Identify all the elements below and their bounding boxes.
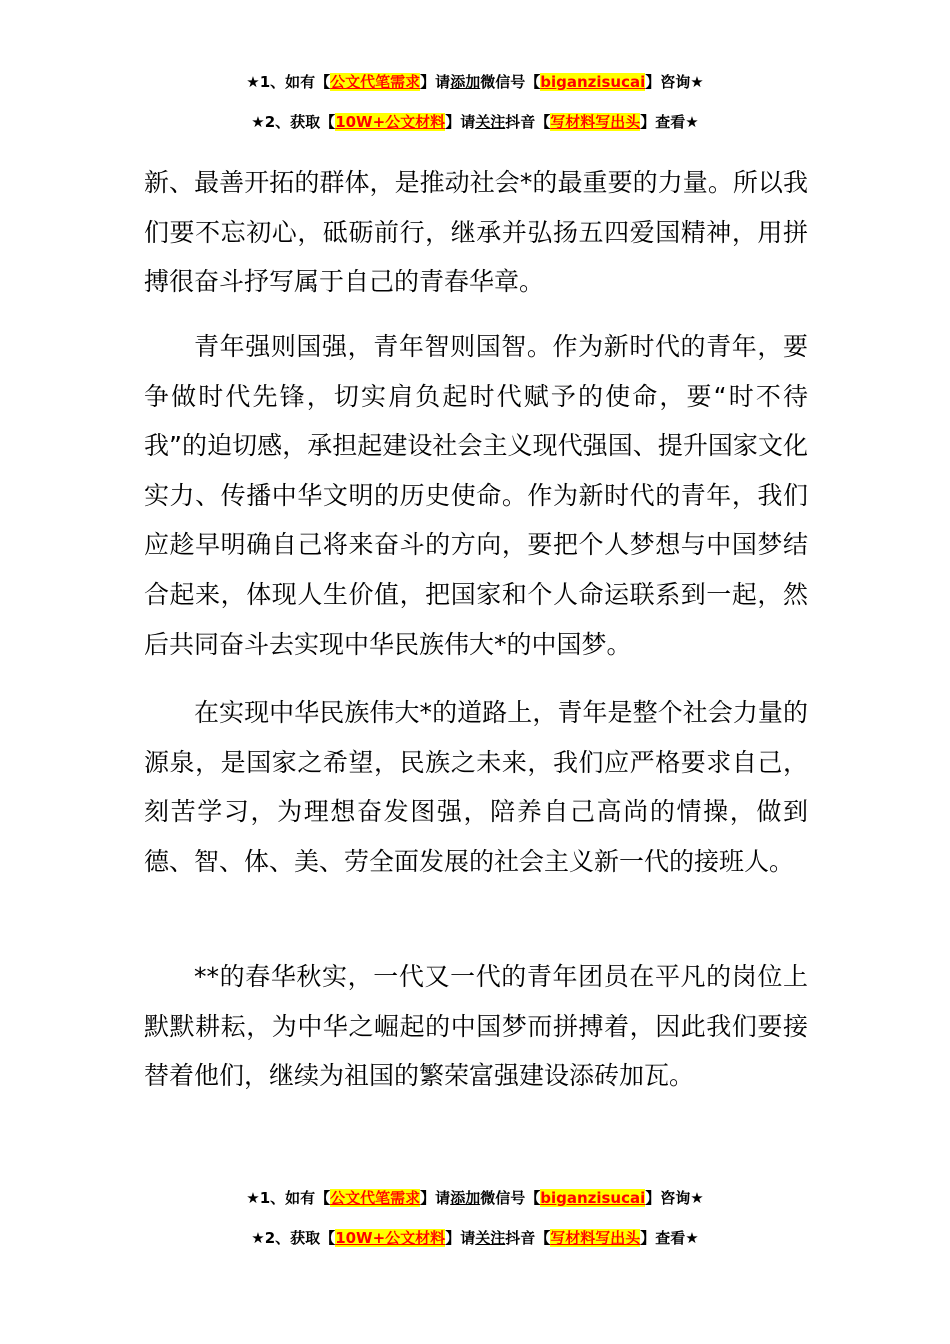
notice-keyword-highlight: 公文代笔需求 <box>330 1189 421 1207</box>
notice-account-highlight: 写材料写出头 <box>550 1229 641 1247</box>
body-paragraph-1 <box>144 158 808 327</box>
notice-text: 】查看★ <box>640 113 699 131</box>
notice-text: 】咨询★ <box>645 73 704 91</box>
notice-text: ★1、如有【 <box>246 1189 331 1207</box>
notice-action: 添加 <box>450 1189 481 1207</box>
notice-keyword-highlight: 公文代笔需求 <box>330 73 421 91</box>
notice-wechat-id: biganzisucai <box>540 73 646 91</box>
notice-text: ★2、获取【 <box>251 1229 336 1247</box>
notice-text: ★2、获取【 <box>251 113 336 131</box>
footer-notice-line-2 <box>0 1228 950 1248</box>
notice-text: 抖音【 <box>505 113 551 131</box>
notice-text: 微信号【 <box>480 1189 541 1207</box>
notice-action: 关注 <box>475 1229 506 1247</box>
notice-keyword-highlight: 10W+公文材料 <box>335 113 446 131</box>
notice-action: 添加 <box>450 73 481 91</box>
body-paragraph-2 <box>144 322 808 689</box>
notice-text: 】请 <box>420 1189 451 1207</box>
notice-text: ★1、如有【 <box>246 73 331 91</box>
body-paragraph-3 <box>144 688 808 906</box>
body-paragraph-4 <box>144 952 808 1121</box>
notice-text: 】咨询★ <box>645 1189 704 1207</box>
paragraph-text: 新、最善开拓的群体，是推动社会*的最重要的力量。所以我们要不忘初心，砥砺前行，继承并弘扬五四爱国精神，用拼搏很奋斗抒写属于自己的青春华章。 <box>144 168 808 297</box>
notice-account-highlight: 写材料写出头 <box>550 113 641 131</box>
notice-wechat-id: biganzisucai <box>540 1189 646 1207</box>
notice-text: 】请 <box>420 73 451 91</box>
notice-text: 】请 <box>445 113 476 131</box>
paragraph-text: 青年强则国强，青年智则国智。作为新时代的青年，要争做时代先锋，切实肩负起时代赋予的使命，要“时不待我”的迫切感，承担起建设社会主义现代强国、提升国家文化实力、传播中华文明的历史使命。作为新时代的青年，我们应趁早明确自己将来奋斗的方向，要把个人梦想与中国梦结合起来，体现人生价值，把国家和个人命运联系到一起，然后共同奋斗去实现中华民族伟大*的中国梦。 <box>144 332 808 659</box>
notice-keyword-highlight: 10W+公文材料 <box>335 1229 446 1247</box>
notice-text: 】查看★ <box>640 1229 699 1247</box>
footer-notice-line-1 <box>0 1188 950 1208</box>
notice-text: 微信号【 <box>480 73 541 91</box>
header-notice-line-1 <box>0 72 950 92</box>
notice-text: 】请 <box>445 1229 476 1247</box>
notice-text: 抖音【 <box>505 1229 551 1247</box>
header-notice-line-2 <box>0 112 950 132</box>
notice-action: 关注 <box>475 113 506 131</box>
paragraph-text: 在实现中华民族伟大*的道路上，青年是整个社会力量的源泉，是国家之希望，民族之未来，我们应严格要求自己，刻苦学习，为理想奋发图强，陪养自己高尚的情操，做到德、智、体、美、劳全面发展的社会主义新一代的接班人。 <box>144 698 808 876</box>
paragraph-text: **的春华秋实，一代又一代的青年团员在平凡的岗位上默默耕耘，为中华之崛起的中国梦而拼搏着，因此我们要接替着他们，继续为祖国的繁荣富强建设添砖加瓦。 <box>144 962 808 1091</box>
